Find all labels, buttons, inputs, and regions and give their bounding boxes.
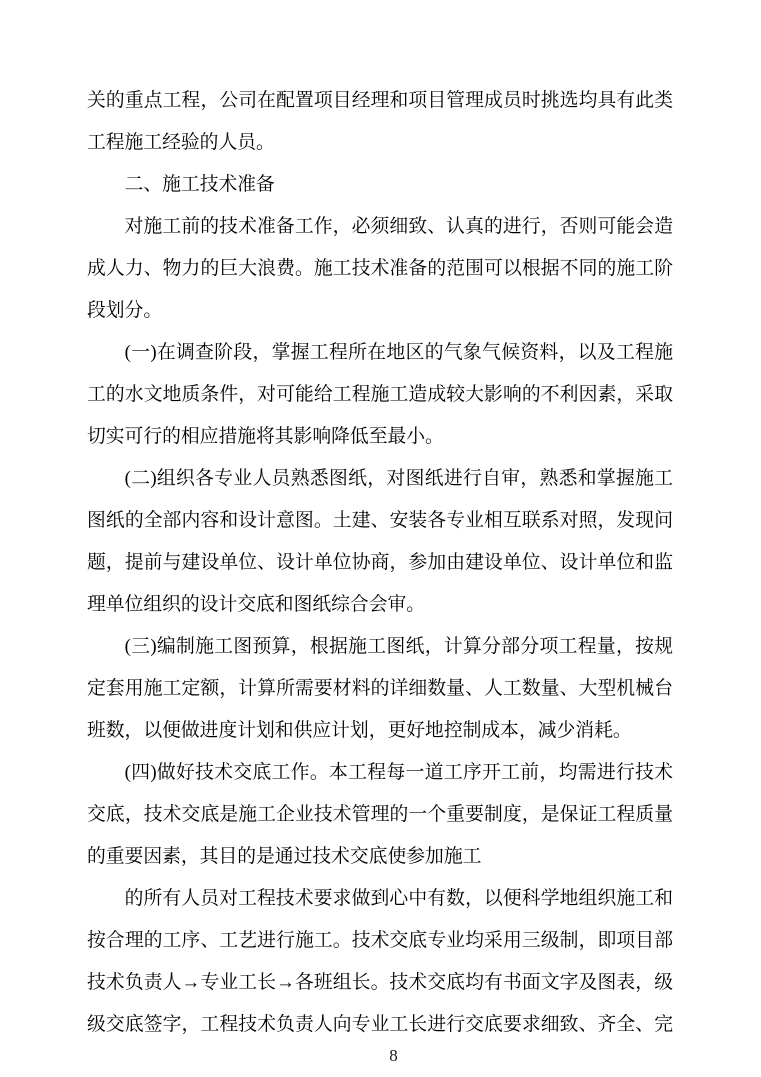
text-line: 定套用施工定额，计算所需要材料的详细数量、人工数量、大型机械台 (87, 678, 673, 699)
text-line: 切实可行的相应措施将其影响降低至最小。 (87, 426, 444, 447)
text-line: 的所有人员对工程技术要求做到心中有数，以便科学地组织施工和 (124, 888, 673, 909)
text-line: (一)在调查阶段，掌握工程所在地区的气象气候资料，以及工程施 (124, 342, 673, 363)
text-line: 的重要因素，其目的是通过技术交底使参加施工 (87, 846, 482, 867)
text-line: 工的水文地质条件，对可能给工程施工造成较大影响的不利因素，采取 (87, 384, 673, 405)
text-line: (三)编制施工图预算，根据施工图纸，计算分部分项工程量，按规 (124, 636, 673, 657)
text-line: 关的重点工程，公司在配置项目经理和项目管理成员时挑选均具有此类 (87, 90, 673, 111)
paragraph-item-1 (87, 332, 673, 458)
text-line: 段划分。 (87, 300, 163, 321)
paragraph-item-2 (87, 458, 673, 626)
paragraph-item-4-continued (87, 878, 673, 1046)
text-line: 技术负责人→专业工长→各班组长。技术交底均有书面文字及图表，级 (87, 972, 673, 993)
document-body (87, 80, 673, 1046)
paragraph-item-3 (87, 626, 673, 752)
text-line: 按合理的工序、工艺进行施工。技术交底专业均采用三级制，即项目部 (87, 930, 673, 951)
text-line: 题，提前与建设单位、设计单位协商，参加由建设单位、设计单位和监 (87, 552, 673, 573)
text-line: 成人力、物力的巨大浪费。施工技术准备的范围可以根据不同的施工阶 (87, 258, 673, 279)
text-line: 班数，以便做进度计划和供应计划，更好地控制成本，减少消耗。 (87, 720, 632, 741)
paragraph-item-4 (87, 752, 673, 878)
text-line: 交底，技术交底是施工企业技术管理的一个重要制度，是保证工程质量 (87, 804, 673, 825)
section-heading (87, 164, 673, 206)
heading-line: 二、施工技术准备 (124, 174, 275, 195)
page-number: 8 (389, 1046, 398, 1065)
paragraph (87, 206, 673, 332)
text-line: 级交底签字，工程技术负责人向专业工长进行交底要求细致、齐全、完 (87, 1014, 673, 1035)
text-line: (四)做好技术交底工作。本工程每一道工序开工前，均需进行技术 (124, 762, 673, 783)
text-line: 图纸的全部内容和设计意图。土建、安装各专业相互联系对照，发现问 (87, 510, 673, 531)
text-line: 对施工前的技术准备工作，必须细致、认真的进行，否则可能会造 (124, 216, 673, 237)
page-footer (13, 1044, 761, 1068)
text-line: 工程施工经验的人员。 (87, 132, 275, 153)
paragraph-continuation (87, 80, 673, 164)
text-line: (二)组织各专业人员熟悉图纸，对图纸进行自审，熟悉和掌握施工 (124, 468, 673, 489)
text-line: 理单位组织的设计交底和图纸综合会审。 (87, 594, 426, 615)
